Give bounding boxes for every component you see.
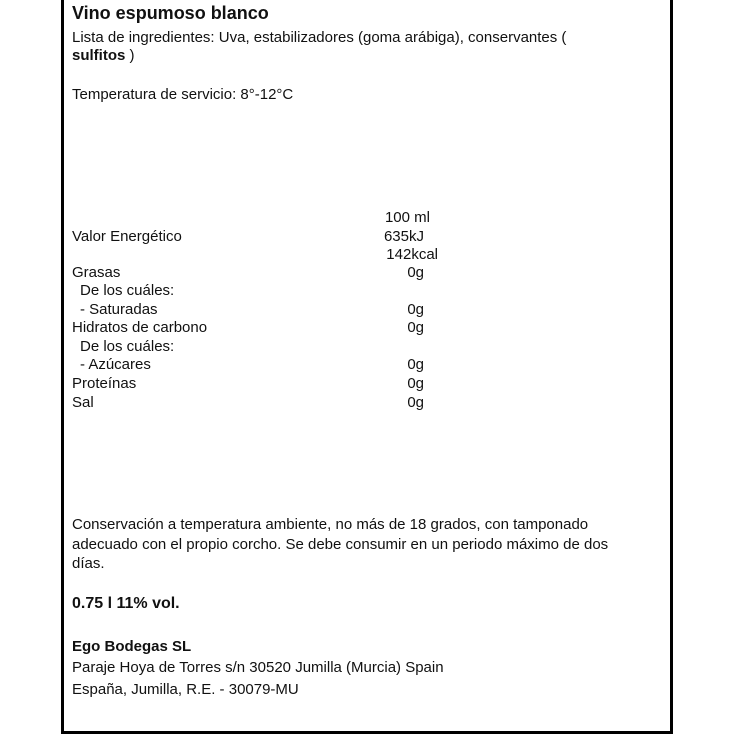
ingredients-line: Lista de ingredientes: Uva, estabilizadores (goma arábiga), conservantes ( — [72, 29, 567, 46]
nutrient-protein-label: Proteínas — [72, 375, 137, 392]
energy-label: Valor Energético — [72, 228, 182, 245]
nutrient-carbs-value: 0g — [407, 319, 424, 336]
nutrient-salt-value: 0g — [407, 394, 424, 411]
producer-name: Ego Bodegas SL — [72, 638, 192, 655]
nutrient-fat-value: 0g — [407, 264, 424, 281]
producer-address: Paraje Hoya de Torres s/n 30520 Jumilla (Murcia) Spain — [72, 659, 444, 676]
producer-registry: España, Jumilla, R.E. - 30079-MU — [72, 681, 299, 698]
nutrition-header: 100 ml — [384, 209, 430, 226]
nutrient-carbs-sub-label: De los cuáles: — [80, 338, 175, 355]
volume-abv: 0.75 l 11% vol. — [72, 595, 180, 612]
nutrient-carbs-label: Hidratos de carbono — [72, 319, 208, 336]
storage-line-2: adecuado con el propio corcho. Se debe consumir en un periodo máximo de dos — [72, 536, 609, 553]
product-title: Vino espumoso blanco — [72, 3, 269, 23]
nutrient-sugars-label: - Azúcares — [80, 356, 151, 373]
nutrient-fat-sub-label: De los cuáles: — [80, 282, 175, 299]
nutrient-sugars-value: 0g — [407, 356, 424, 373]
energy-kj: 635kJ — [383, 228, 424, 245]
serving-temperature: Temperatura de servicio: 8°-12°C — [72, 86, 294, 103]
energy-kcal: 142kcal — [386, 246, 438, 263]
ingredients-continuation — [72, 47, 135, 65]
storage-line-3: días. — [72, 555, 105, 572]
ingredients-close: ) — [125, 47, 135, 64]
nutrient-saturated-label: - Saturadas — [80, 301, 158, 318]
nutrient-fat-label: Grasas — [72, 264, 121, 281]
nutrient-saturated-value: 0g — [407, 301, 424, 318]
allergen-sulfitos: sulfitos — [72, 47, 126, 64]
nutrient-salt-label: Sal — [72, 394, 94, 411]
nutrient-protein-value: 0g — [407, 375, 424, 392]
storage-line-1: Conservación a temperatura ambiente, no más de 18 grados, con tamponado — [72, 516, 589, 533]
